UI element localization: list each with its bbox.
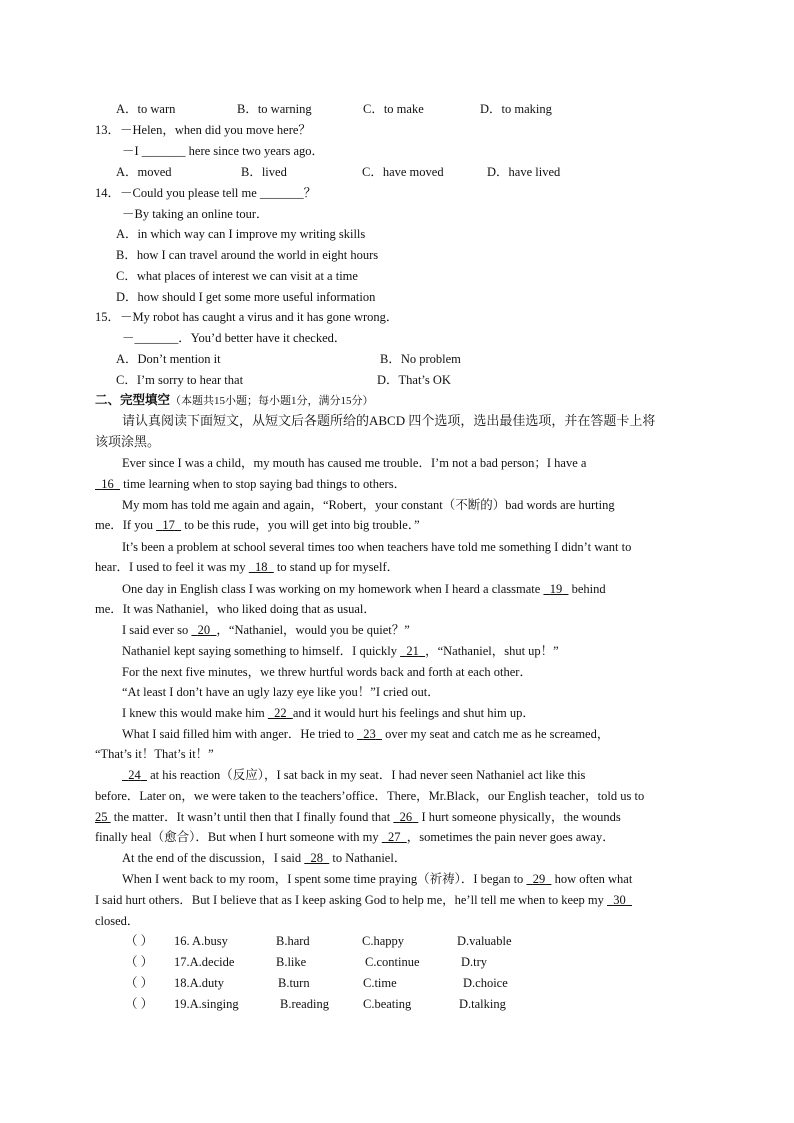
q12-option-a: A．to warn (116, 102, 176, 116)
section-note: （本题共15小题；每小题1分，满分15分） (170, 395, 374, 407)
choice-option-c: C.beating (363, 997, 412, 1011)
passage-line: “At least I don’t have an ugly lazy eye like you！”I cried out． (122, 685, 440, 699)
q15-option-b: B．No problem (380, 352, 461, 366)
passage-line: me．If you 17 to be this rude，you will get into big trouble．” (95, 518, 420, 532)
passage-line: I said ever so 20 ，“Nathaniel，would you be quiet？” (122, 623, 410, 637)
q15-reply: －_______．You’d better have it checked． (122, 331, 347, 345)
passage-line: What I said filled him with anger．He tried to 23 over my seat and catch me as he screamed， (122, 727, 610, 741)
passage-line: finally heal（愈合）．But when I hurt someone with my 27 ，sometimes the pain never goes away． (95, 830, 615, 844)
choice-paren[interactable]: （ ） (125, 934, 154, 948)
q12-option-b: B．to warning (237, 102, 312, 116)
section-title: 二、完型填空 (95, 393, 171, 407)
q15-option-c: C．I’m sorry to hear that (116, 373, 244, 387)
blank-23: 23 (363, 727, 376, 741)
choice-paren[interactable]: （ ） (125, 955, 154, 969)
q15-option-a: A．Don’t mention it (116, 352, 221, 366)
blank-30: 30 (613, 893, 626, 907)
passage-line: When I went back to my room，I spent some time praying（祈祷）．I began to 29 how often what (122, 872, 633, 886)
q14-reply: －By taking an online tour． (122, 207, 269, 221)
q14-option-a: A．in which way can I improve my writing skills (116, 227, 366, 241)
blank-18: 18 (255, 560, 268, 574)
choice-paren[interactable]: （ ） (125, 997, 154, 1011)
choice-option-c: C.happy (362, 934, 405, 948)
choice-option-b: B.reading (280, 997, 329, 1011)
q13-option-d: D．have lived (487, 165, 561, 179)
blank-27: 27 (388, 830, 401, 844)
choice-option-d: D.choice (463, 976, 508, 990)
choice-option-c: C.continue (365, 955, 420, 969)
blank-20: 20 (197, 623, 211, 637)
passage-line: I said hurt others．But I believe that as I keep asking God to help me，he’ll tell me when to keep my 30 (95, 892, 632, 908)
choice-paren[interactable]: （ ） (125, 976, 154, 990)
passage-line: Ever since I was a child，my mouth has caused me trouble．I’m not a bad person；I have a (122, 456, 587, 470)
blank-25: 25 (95, 810, 108, 824)
passage-line: me．It was Nathaniel，who liked doing that as usual． (95, 602, 376, 616)
passage-line: 24 at his reaction（反应），I sat back in my seat．I had never seen Nathaniel act like this (122, 767, 585, 783)
choice-option-d: D.talking (459, 997, 506, 1011)
q14-stem: 14．－Could you please tell me _______？ (95, 186, 317, 200)
q13-option-a: A．moved (116, 165, 172, 179)
q13-answer-line: －I _______ here since two years ago． (122, 144, 325, 158)
q13-option-c: C．have moved (362, 165, 444, 179)
choice-option-b: B.like (276, 955, 307, 969)
passage-line: 25 the matter．It wasn’t until then that I finally found that 26 I hurt someone physically，the wounds (95, 810, 621, 824)
blank-16: 16 (101, 477, 114, 491)
q13-option-b: B．lived (241, 165, 287, 179)
passage-line: One day in English class I was working on my homework when I heard a classmate 19 behind (122, 582, 606, 596)
passage-line: At the end of the discussion，I said 28 to Nathaniel． (122, 851, 407, 865)
passage-line: hear．I used to feel it was my 18 to stand up for myself． (95, 560, 400, 574)
q14-option-c: C．what places of interest we can visit at a time (116, 269, 358, 283)
q14-option-d: D．how should I get some more useful information (116, 290, 376, 304)
choice-option-a: 16. A.busy (174, 934, 228, 948)
blank-22: 22 (274, 706, 287, 720)
q13-blank: _______ (141, 144, 186, 158)
passage-line: before．Later on，we were taken to the teachers’office．There，Mr.Black，our English teacher，told us to (95, 789, 645, 803)
choice-option-b: B.hard (276, 934, 310, 948)
section-instruction-1: 请认真阅读下面短文，从短文后各题所给的ABCD 四个选项，选出最佳选项，并在答题卡上将 (122, 413, 656, 428)
blank-19: 19 (549, 582, 563, 596)
q14-option-b: B．how I can travel around the world in eight hours (116, 248, 379, 262)
passage-line: My mom has told me again and again，“Robert，your constant（不断的）bad words are hurting (122, 498, 615, 512)
choice-option-a: 18.A.duty (174, 976, 224, 990)
blank-28: 28 (310, 851, 324, 865)
passage-line: I knew this would make him 22 and it would hurt his feelings and shut him up． (122, 706, 535, 720)
passage-line: Nathaniel kept saying something to himself．I quickly 21 ，“Nathaniel，shut up！” (122, 644, 559, 658)
q13-stem: 13．－Helen，when did you move here？ (95, 123, 311, 137)
blank-17: 17 (162, 518, 175, 532)
blank-24: 24 (128, 768, 141, 782)
passage-line: 16 time learning when to stop saying bad things to others． (95, 476, 406, 492)
passage-line: closed． (95, 914, 140, 928)
section-instruction-2: 该项涂黑。 (95, 434, 161, 449)
q15-stem: 15．－My robot has caught a virus and it has gone wrong． (95, 310, 399, 324)
blank-21: 21 (406, 644, 419, 658)
passage-line: “That’s it！That’s it！” (95, 747, 214, 761)
q12-option-d: D．to making (480, 102, 552, 116)
passage-line: It’s been a problem at school several times too when teachers have told me something I didn’t want to (122, 540, 632, 554)
q15-blank: _______ (134, 331, 179, 345)
q14-blank: _______ (259, 186, 304, 200)
choice-option-c: C.time (363, 976, 397, 990)
choice-option-a: 17.A.decide (174, 955, 235, 969)
choice-option-d: D.try (461, 955, 488, 969)
q12-option-c: C．to make (363, 102, 424, 116)
choice-option-d: D.valuable (457, 934, 512, 948)
blank-26: 26 (399, 810, 413, 824)
passage-line: For the next five minutes，we threw hurtful words back and forth at each other． (122, 665, 532, 679)
section-heading (95, 392, 374, 409)
blank-29: 29 (532, 872, 546, 886)
q15-option-d: D．That’s OK (377, 373, 451, 387)
choice-option-a: 19.A.singing (174, 997, 239, 1011)
choice-option-b: B.turn (278, 976, 310, 990)
